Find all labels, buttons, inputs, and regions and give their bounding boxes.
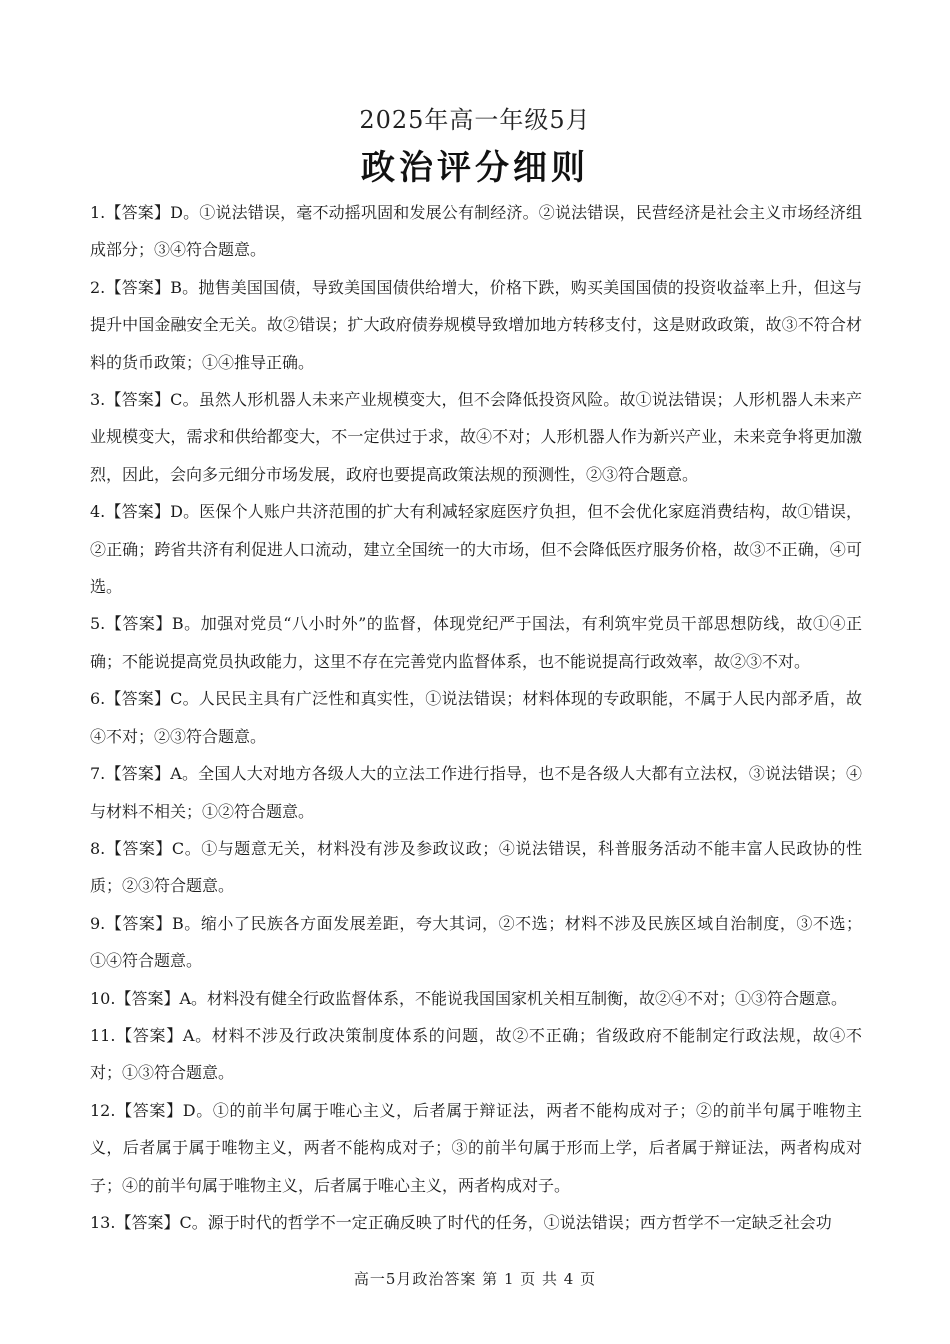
answer-item-2: 2.【答案】B。抛售美国国债，导致美国国债供给增大，价格下跌，购买美国国债的投资收益率上升，但这与提升中国金融安全无关。故②错误；扩大政府债券规模导致增加地方转移支付，这是财政政策，故③不符合材料的货币政策；①④推导正确。 [90, 277, 862, 372]
document-subtitle: 2025年高一年级5月 [359, 106, 591, 134]
page-footer: 高一5月政治答案 第 1 页 共 4 页 [353, 1270, 597, 1288]
answer-item-12: 12.【答案】D。①的前半句属于唯心主义，后者属于辩证法，两者不能构成对子；②的前半句属于唯物主义，后者属于属于唯物主义，两者不能构成对子；③的前半句属于形而上学，后者属于辩证法，两者构成对子；④的前半句属于唯物主义，后者属于唯心主义，两者构成对子。 [90, 1100, 862, 1195]
answer-item-9: 9.【答案】B。缩小了民族各方面发展差距，夸大其词，②不选；材料不涉及民族区域自治制度，③不选；①④符合题意。 [90, 913, 862, 971]
answer-item-11: 11.【答案】A。材料不涉及行政决策制度体系的问题，故②不正确；省级政府不能制定行政法规，故④不对；①③符合题意。 [90, 1025, 862, 1083]
answer-item-4: 4.【答案】D。医保个人账户共济范围的扩大有利减轻家庭医疗负担，但不会优化家庭消费结构，故①错误，②正确；跨省共济有利促进人口流动，建立全国统一的大市场，但不会降低医疗服务价格，故③不正确，④可选。 [90, 502, 862, 597]
answer-item-1: 1.【答案】D。①说法错误，毫不动摇巩固和发展公有制经济。②说法错误，民营经济是社会主义市场经济组成部分；③④符合题意。 [90, 203, 862, 260]
answer-item-10: 10.【答案】A。材料没有健全行政监督体系，不能说我国国家机关相互制衡，故②④不对；①③符合题意。 [90, 988, 848, 1008]
answer-item-13: 13.【答案】C。源于时代的哲学不一定正确反映了时代的任务，①说法错误；西方哲学不一定缺乏社会功 [90, 1212, 832, 1232]
answer-item-3: 3.【答案】C。虽然人形机器人未来产业规模变大，但不会降低投资风险。故①说法错误；人形机器人未来产业规模变大，需求和供给都变大，不一定供过于求，故④不对；人形机器人作为新兴产业，未来竞争将更加激烈，因此，会向多元细分市场发展，政府也要提高政策法规的预测性，②③符合题意。 [90, 390, 862, 484]
document-title: 政治评分细则 [361, 148, 589, 188]
answer-item-5: 5.【答案】B。加强对党员“八小时外”的监督，体现党纪严于国法，有利筑牢党员干部思想防线，故①④正确；不能说提高党员执政能力，这里不存在完善党内监督体系，也不能说提高行政效率，故②③不对。 [90, 614, 862, 671]
answer-list [90, 194, 862, 1241]
answer-item-7: 7.【答案】A。全国人大对地方各级人大的立法工作进行指导，也不是各级人大都有立法权，③说法错误；④与材料不相关；①②符合题意。 [90, 764, 862, 821]
answer-item-8: 8.【答案】C。①与题意无关，材料没有涉及参政议政；④说法错误，科普服务活动不能丰富人民政协的性质；②③符合题意。 [90, 838, 862, 896]
answer-item-6: 6.【答案】C。人民民主具有广泛性和真实性，①说法错误；材料体现的专政职能，不属于人民内部矛盾，故④不对；②③符合题意。 [90, 689, 862, 746]
